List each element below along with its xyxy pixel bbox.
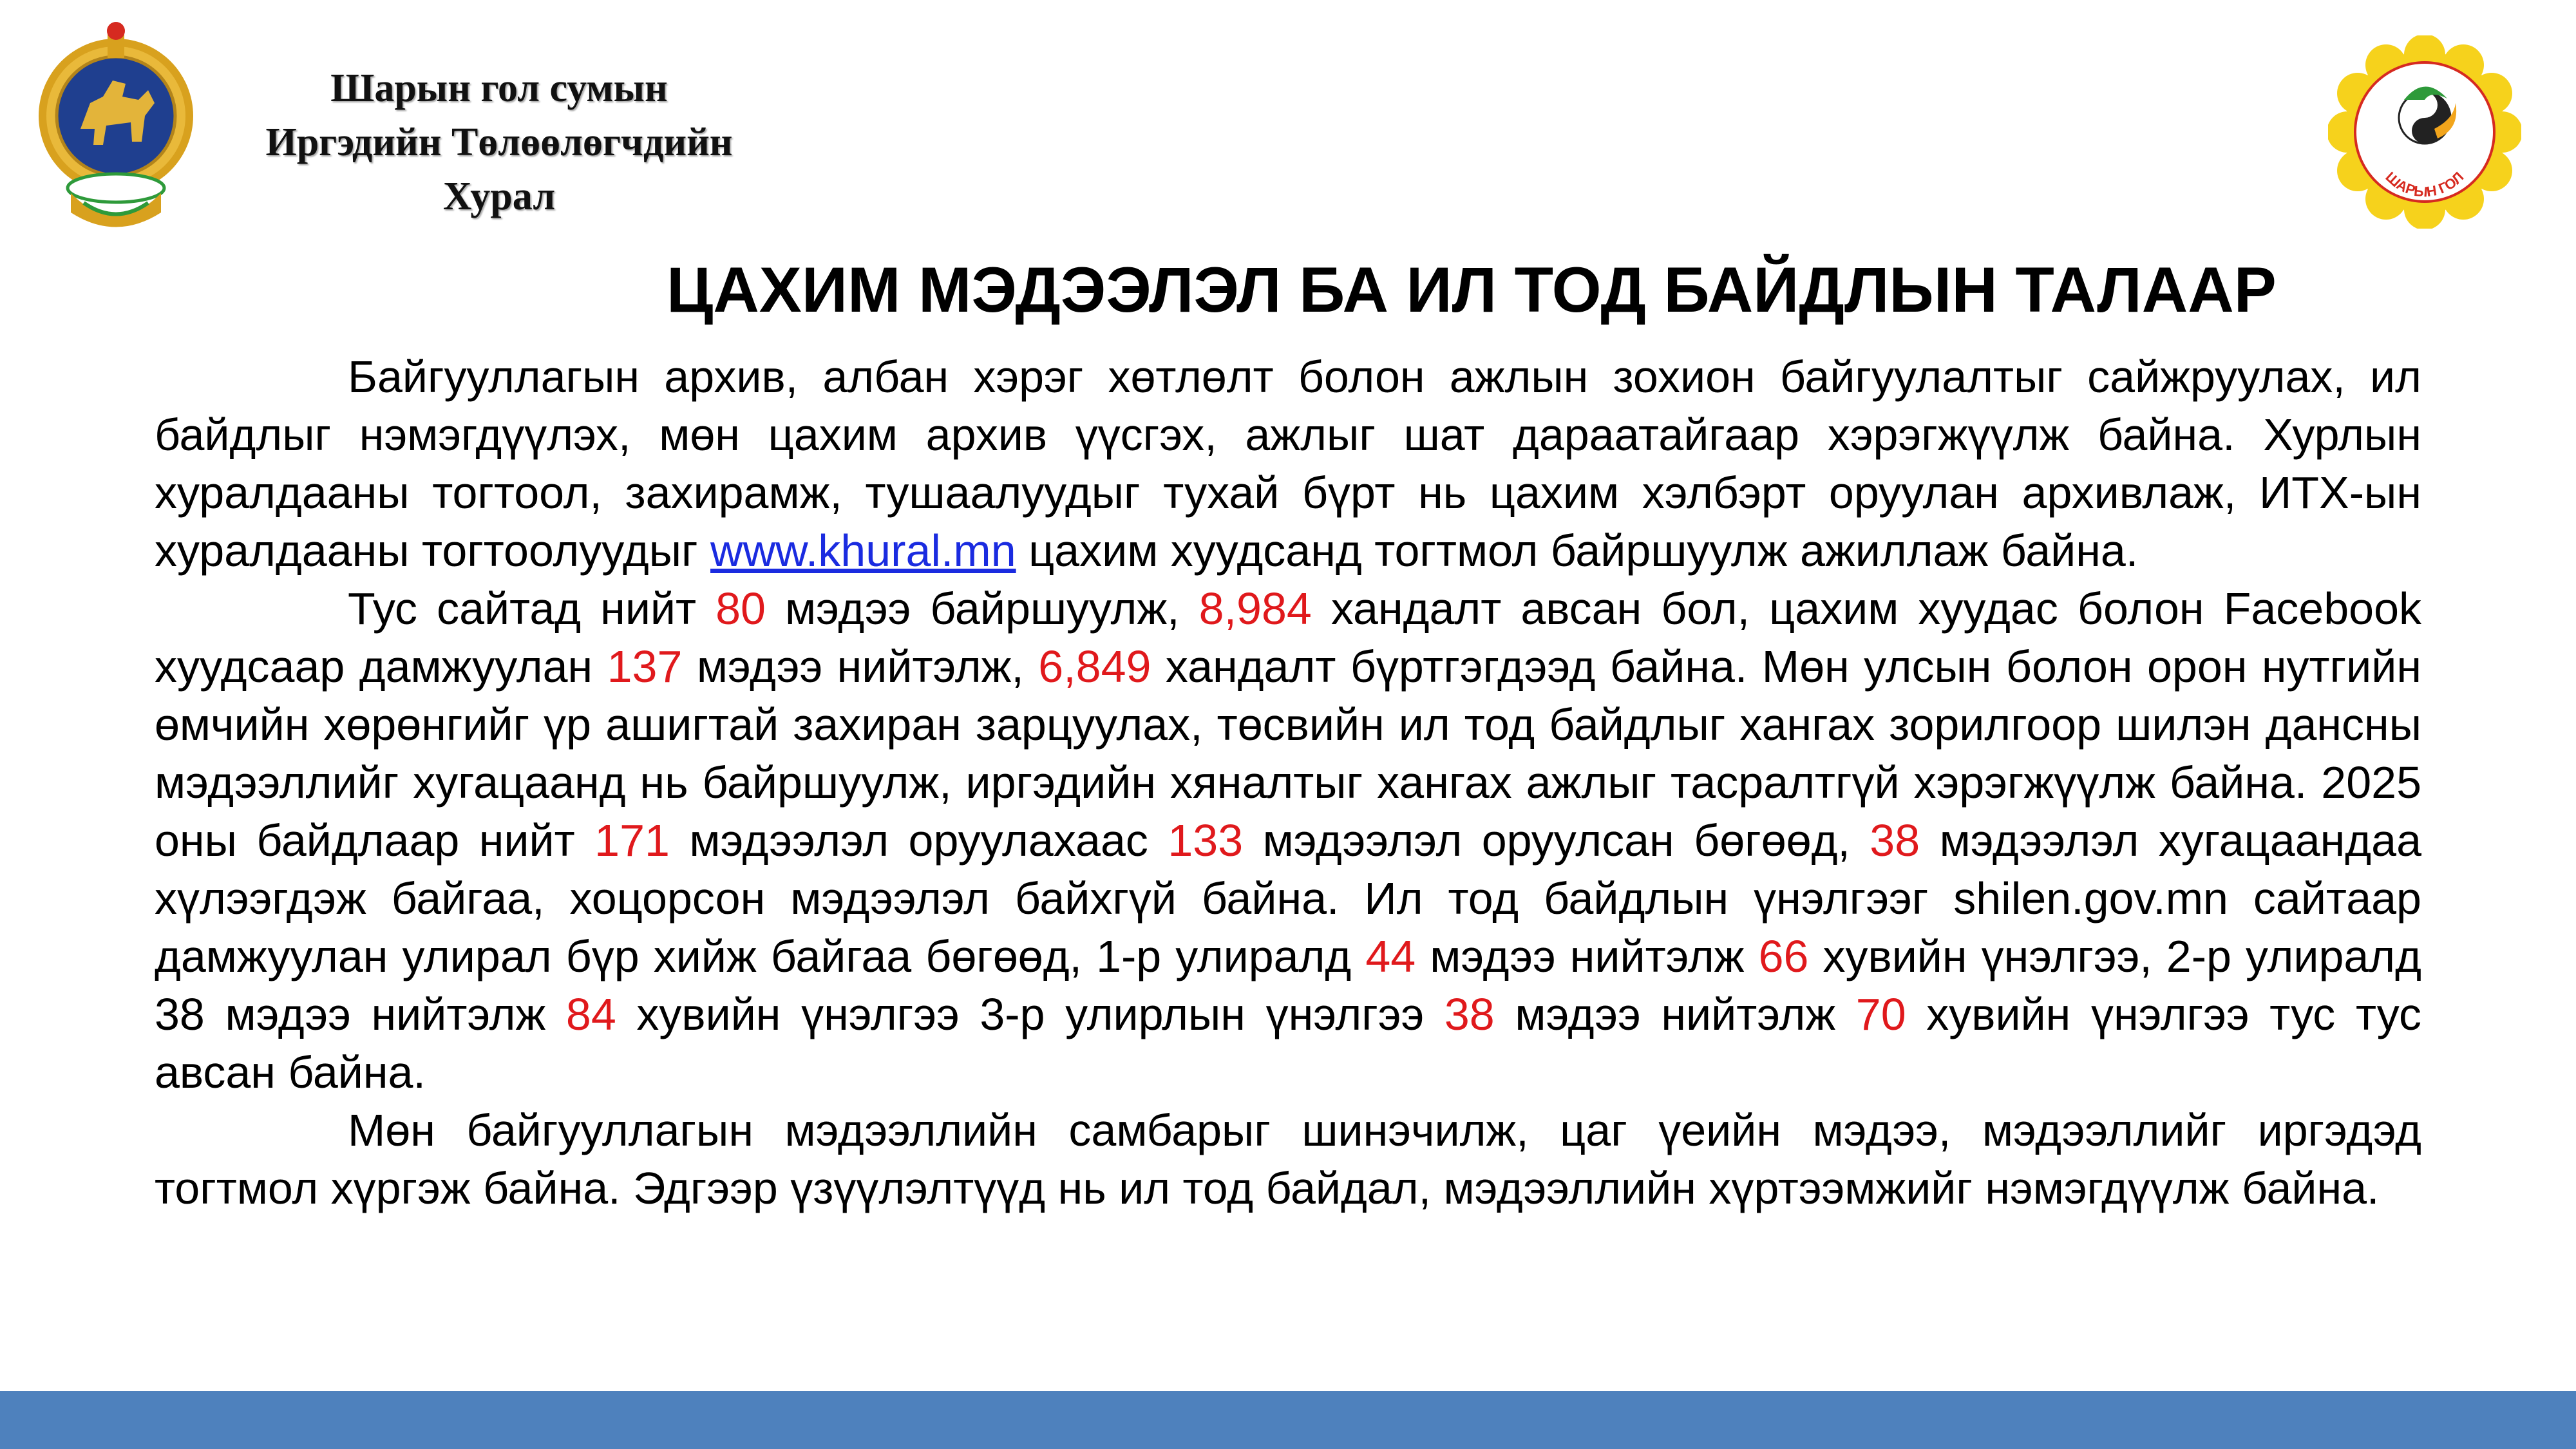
stat-text: хандалт авсан бол, цахим хуудас болон Facebook хуудсаар дамжуулан: [155, 583, 2421, 692]
org-name-line-2: Иргэдийн Төлөөлөгчдийн: [265, 120, 733, 164]
body-text: [155, 348, 2421, 1217]
stat-total-required-info: 171: [594, 815, 670, 866]
stat-q3-news: 38: [1444, 989, 1495, 1039]
stat-text: хувийн үнэлгээ, 2-р улиралд 38 мэдээ нийтэлж: [155, 931, 2422, 1039]
stat-text: мэдээ нийтэлж: [1494, 989, 1856, 1039]
logo-text: ШАРЫН ГОЛ: [2382, 168, 2467, 200]
stat-text: мэдээ нийтэлж,: [682, 641, 1039, 692]
stat-text: мэдээ байршуулж,: [766, 583, 1199, 634]
paragraph-1-text-a: Байгууллагын архив, албан хэрэг хөтлөлт болон ажлын зохион байгуулалтыг сайжруулах, ил байдлыг нэмэгдүүлэх, мөн цахим архив үүсгэх, ажлыг шат дараатайгаар хэрэгжүүлж байна. Хурлын хуралдааны тогтоол, захирамж, тушаалуудыг тухай бүрт нь цахим хэлбэрт оруулан архивлаж, ИТХ-ын хуралдааны тогтоолуудыг: [155, 352, 2421, 576]
footer-bar: [0, 1391, 2576, 1449]
stat-info-pending: 38: [1870, 815, 1920, 866]
paragraph-archive: [155, 348, 2421, 580]
stat-text: мэдээ нийтэлж: [1416, 931, 1759, 981]
sharyn-gol-logo-icon: [2328, 35, 2521, 229]
organization-name: [232, 61, 766, 223]
stat-text: хувийн үнэлгээ тус тус авсан байна.: [155, 989, 2421, 1097]
khural-website-link[interactable]: www.khural.mn: [710, 526, 1016, 576]
paragraph-statistics: [155, 580, 2421, 1101]
stat-text: мэдээлэл хугацаандаа хүлээгдэж байгаа, хоцорсон мэдээлэл байхгүй байна. Ил тод байдлын үнэлгээг shilen.gov.mn сайтаар дамжуулан улирал бүр хийж байгаа бөгөөд, 1-р улиралд: [155, 815, 2421, 981]
stat-site-visits: 8,984: [1198, 583, 1312, 634]
stat-q1-news: 44: [1365, 931, 1416, 981]
stat-text: Тус сайтад нийт: [348, 583, 716, 634]
stat-text: мэдээлэл оруулахаас: [669, 815, 1168, 866]
stat-q1-score: 66: [1758, 931, 1809, 981]
stat-text: хувийн үнэлгээ 3-р улирлын үнэлгээ: [616, 989, 1444, 1039]
stat-info-submitted: 133: [1168, 815, 1244, 866]
page-title: ЦАХИМ МЭДЭЭЛЭЛ БА ИЛ ТОД БАЙДЛЫН ТАЛААР: [667, 254, 2277, 325]
paragraph-info-board: Мөн байгууллагын мэдээллийн самбарыг шинэчилж, цаг үеийн мэдээ, мэдээллийг иргэдэд тогтмол хүргэж байна. Эдгээр үзүүлэлтүүд нь ил тод байдал, мэдээллийн хүртээмжийг нэмэгдүүлж байна.: [155, 1105, 2421, 1213]
org-name-line-3: Хурал: [442, 175, 556, 218]
stat-site-news-count: 80: [715, 583, 766, 634]
org-name-line-1: Шарын гол сумын: [330, 66, 668, 110]
paragraph-1-text-b: цахим хуудсанд тогтмол байршуулж ажиллаж байна.: [1016, 526, 2139, 576]
state-emblem-icon: [35, 19, 196, 242]
stat-text: хандалт бүртгэгдээд байна. Мөн улсын болон орон нутгийн өмчийн хөрөнгийг үр ашигтай захиран зарцуулах, төсвийн ил тод байдлыг хангах зорилгоор шилэн дансны мэдээллийг хугацаанд нь байршуулж, иргэдийн хяналтыг хангах ажлыг тасралтгүй хэрэгжүүлж байна. 2025 оны байдлаар нийт: [155, 641, 2421, 866]
stat-facebook-news-count: 137: [607, 641, 683, 692]
stat-q3-score: 70: [1855, 989, 1906, 1039]
stat-q2-score: 84: [565, 989, 616, 1039]
stat-facebook-visits: 6,849: [1038, 641, 1151, 692]
stat-text: мэдээлэл оруулсан бөгөөд,: [1243, 815, 1870, 866]
